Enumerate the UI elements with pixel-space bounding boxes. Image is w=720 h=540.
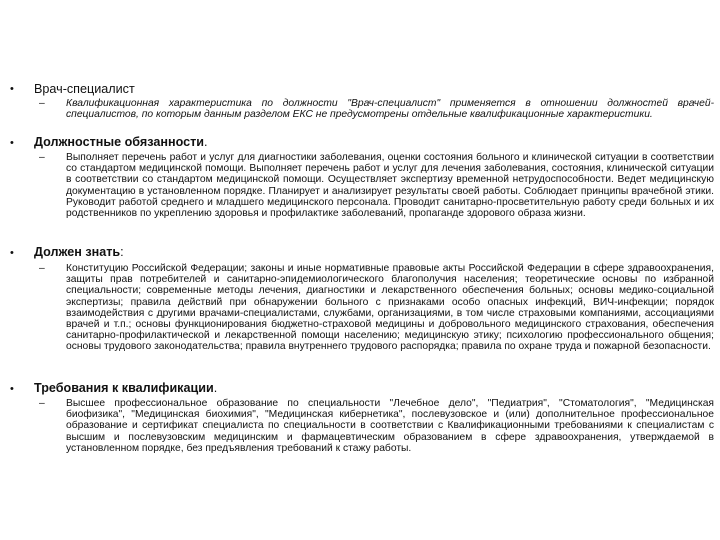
section-text: Высшее профессиональное образование по специальности "Лечебное дело", "Педиатрия", "Стоматология", "Медицинская биофизика", "Медицинская биохимия", "Медицинская кибернетика", послевузовское и (или) дополнительное профессиональное образование и сертификат специалиста по специальности в соответствии с Квалификационными требованиями к специалистам с высшим и послевузовским медицинским и фармацевтическим образованием в сфере здравоохранения, утверждаемой в установленном порядке, без предъявления требований к стажу работы. — [66, 398, 714, 454]
heading-text: Требования к квалификации — [34, 381, 214, 395]
heading-suffix: . — [204, 135, 208, 149]
bullet: • — [10, 137, 14, 149]
heading-text: Врач-специалист — [34, 82, 135, 96]
heading-suffix: : — [120, 245, 124, 259]
section-text: Конституцию Российской Федерации; законы и иные нормативные правовые акты Российской Федерации в сфере здравоохранения, защиты прав потребителей и санитарно-эпидемиологического благополучия населения; теоретические основы по избранной специальности; современные методы лечения, диагностики и лекарственного обеспечения больных; основы медико-социальной экспертизы; правила действий при обнаружении больного с признаками особо опасных инфекций, ВИЧ-инфекции; порядок взаимодействия с другими врачами-специалистами, службами, организациями, в том числе страховыми компаниями, ассоциациями врачей и т.п.; основы функционирования бюджетно-страховой медицины и добровольного медицинского страхования, обеспечения санитарно-профилактической и лекарственной помощи населению; медицинскую этику; психологию профессионального общения; основы трудового законодательства; правила внутреннего трудового распорядка; правила по охране труда и пожарной безопасности. — [66, 263, 714, 353]
heading-text: Должен знать — [34, 245, 121, 259]
bullet: • — [10, 83, 14, 95]
section-text: Квалификационная характеристика по должности "Врач-специалист" применяется в отношении должностей врачей-специалистов, по которым данным разделом ЕКС не предусмотрены отдельные квалификационные характеристики. — [66, 98, 714, 121]
section-heading — [34, 381, 704, 396]
section-heading — [34, 82, 704, 97]
heading-suffix: . — [213, 381, 218, 395]
section-text: Выполняет перечень работ и услуг для диагностики заболевания, оценки состояния больного и клинической ситуации в соответствии со стандартом медицинской помощи. Выполняет перечень работ и услуг для лечения заболевания, состояния, клинической ситуации в соответствии со стандартом медицинской помощи. Осуществляет экспертизу временной нетрудоспособности. Ведет медицинскую документацию в установленном порядке. Планирует и анализирует результаты своей работы. Соблюдает принципы врачебной этики. Руководит работой среднего и младшего медицинского персонала. Проводит санитарно-просветительную работу среди больных и их родственников по укреплению здоровья и профилактике заболеваний, пропаганде здорового образа жизни. — [66, 152, 714, 220]
bullet: • — [10, 383, 14, 395]
bullet: • — [10, 247, 14, 259]
dash: – — [39, 263, 45, 274]
section-heading — [34, 245, 704, 260]
heading-text: Должностные обязанности — [34, 135, 205, 149]
dash: – — [39, 152, 45, 163]
section-heading — [34, 135, 704, 150]
dash: – — [39, 98, 45, 109]
dash: – — [39, 398, 45, 409]
